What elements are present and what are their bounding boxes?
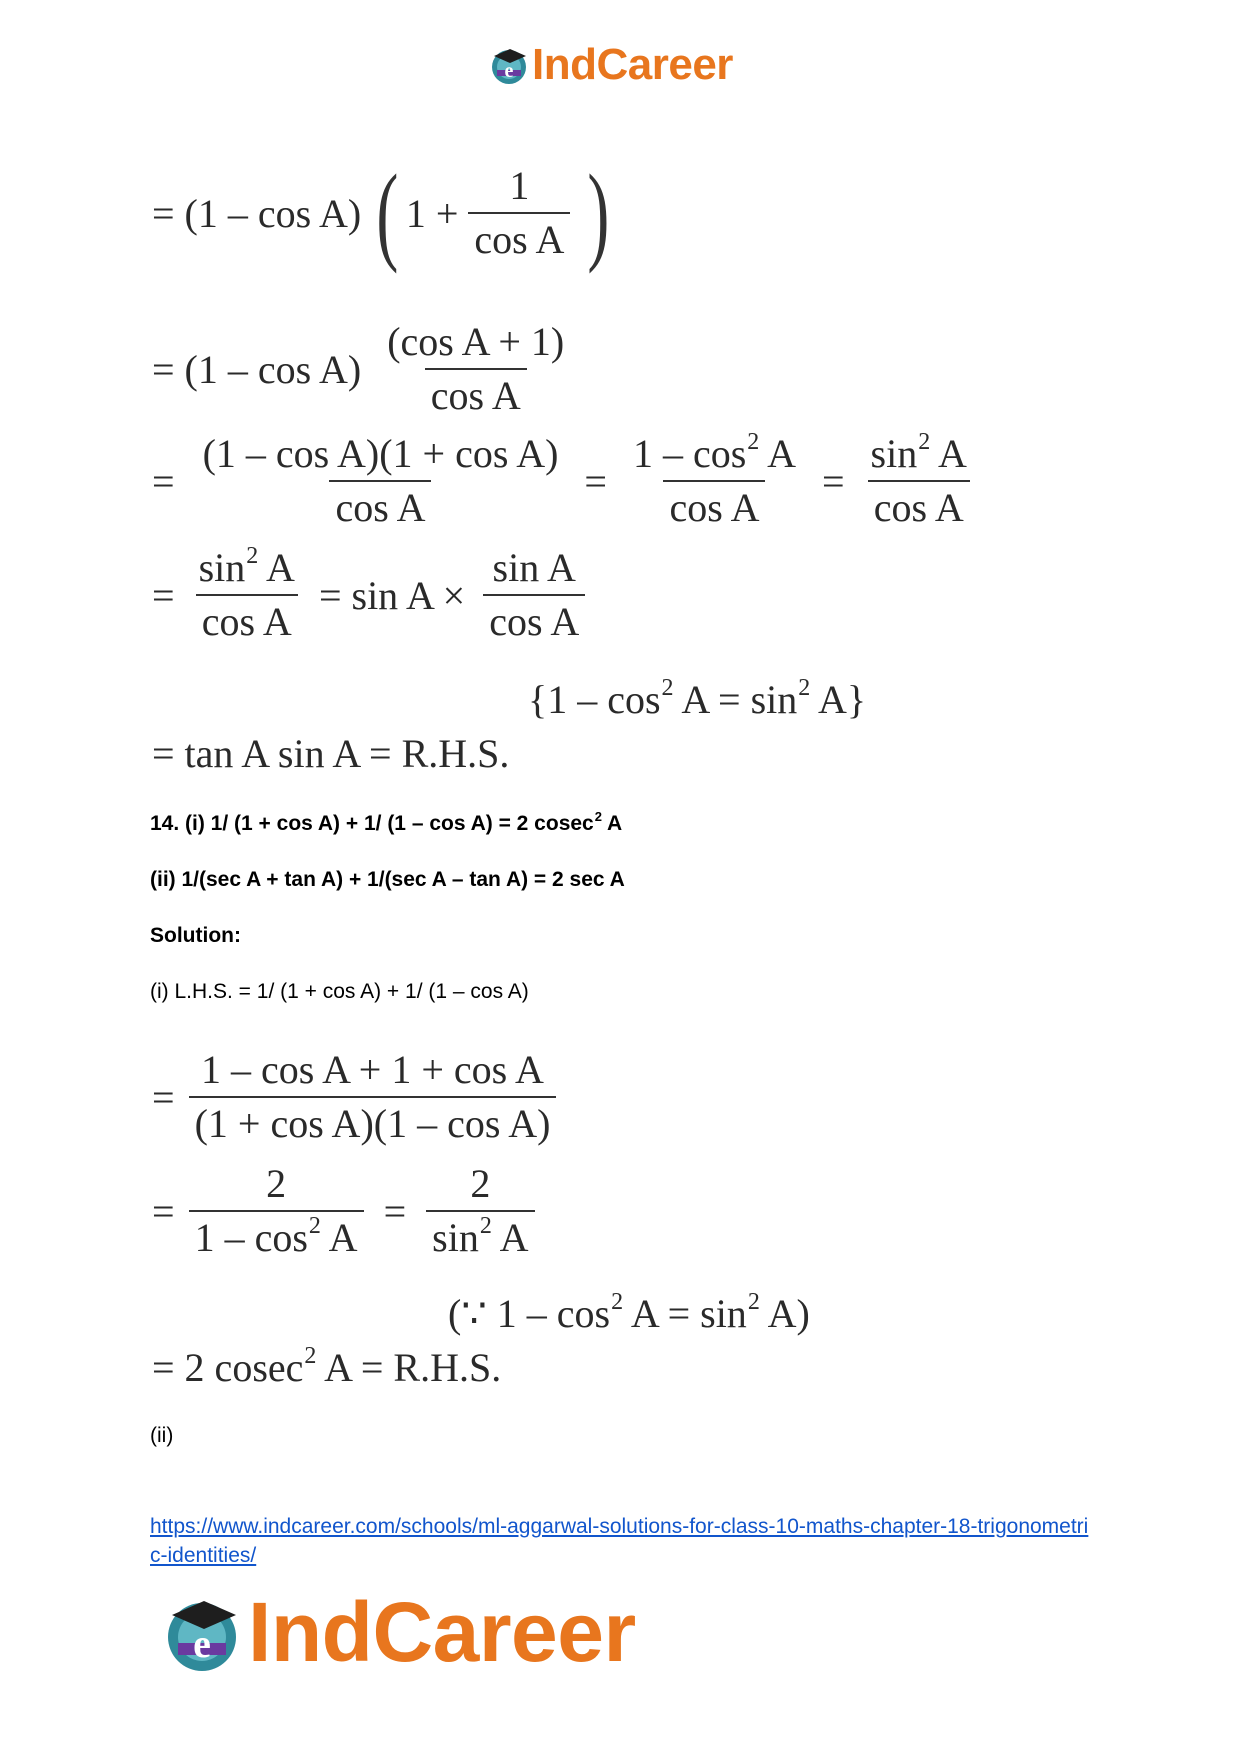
numerator: 2: [470, 1161, 491, 1206]
numerator: 1 – cos A + 1 + cos A: [201, 1047, 544, 1092]
equals-sign: =: [821, 458, 845, 504]
fraction: [627, 429, 802, 530]
svg-text:e: e: [193, 1620, 211, 1666]
equation-step-4: [152, 543, 595, 644]
part-ii-label: (ii): [150, 1424, 174, 1447]
equals-sign: =: [152, 458, 175, 504]
svg-text:e: e: [504, 60, 514, 82]
denominator: cos A: [425, 368, 527, 418]
fraction: [189, 1048, 557, 1146]
expr-one: 1 +: [405, 190, 459, 236]
brand-name: IndCareer: [532, 40, 733, 89]
equals-sign: =: [152, 572, 175, 618]
equals-sign: =: [584, 458, 607, 504]
solution-label: Solution:: [150, 924, 241, 947]
fraction: [468, 164, 570, 262]
numerator: $1 - \cos^2 A$: [632, 429, 796, 476]
equation-step-1: [152, 152, 617, 274]
equation-step-3: [152, 429, 983, 530]
graduation-cap-globe-icon: [488, 44, 530, 86]
fraction: [193, 543, 301, 644]
equals-sign: =: [152, 1074, 175, 1120]
equals-sign: =: [383, 1188, 407, 1234]
denominator: $1 - \cos^2 A$: [189, 1210, 364, 1260]
identity-note-2: (∵ $1 - \cos^2 A = \sin^2 A$): [448, 1289, 810, 1336]
numerator: sin A: [492, 545, 576, 590]
numerator: (cos A + 1): [387, 319, 565, 364]
header-logo: [488, 40, 733, 90]
numerator: 2: [266, 1161, 287, 1206]
question-14-i: 14. (i) 1/ (1 + cos A) + 1/ (1 – cos A) = 2 cosec$^2$ A: [150, 809, 623, 835]
fraction: [381, 320, 570, 418]
equation-2-step-3: = 2 cosec$^2$ A = R.H.S.: [152, 1343, 502, 1390]
equation-2-step-1: [152, 1048, 566, 1146]
question-14-ii: (ii) 1/(sec A + tan A) + 1/(sec A – tan A) = 2 sec A: [150, 868, 625, 891]
equation-2-step-2: [152, 1162, 545, 1260]
right-paren: ): [587, 152, 610, 274]
denominator: cos A: [663, 480, 765, 530]
fraction: [483, 546, 585, 644]
numerator: (1 – cos A)(1 + cos A): [202, 431, 559, 476]
left-paren: (: [376, 152, 399, 274]
graduation-cap-globe-icon: [160, 1591, 244, 1675]
footer-logo: [160, 1585, 636, 1680]
expr-prefix: = (1 – cos A): [152, 346, 362, 392]
numerator: $\sin^2 A$: [198, 543, 295, 590]
fraction: [426, 1162, 534, 1260]
equation-step-2: [152, 320, 580, 418]
lhs-line: (i) L.H.S. = 1/ (1 + cos A) + 1/ (1 – cos A): [150, 980, 529, 1003]
denominator: cos A: [468, 212, 570, 262]
denominator: $\sin^2 A$: [426, 1210, 534, 1260]
expr-mid: = sin A ×: [318, 572, 466, 618]
equals-sign: =: [152, 1188, 175, 1234]
source-link[interactable]: https://www.indcareer.com/schools/ml-aggarwal-solutions-for-class-10-maths-chapter-18-trigonometric-identities/: [150, 1515, 1089, 1567]
denominator: cos A: [868, 480, 970, 530]
numerator: 1: [509, 163, 530, 208]
denominator: (1 + cos A)(1 – cos A): [189, 1096, 557, 1146]
expr-prefix: = (1 – cos A): [152, 190, 362, 236]
fraction: [197, 432, 565, 530]
equation-step-5: = tan A sin A = R.H.S.: [152, 731, 510, 776]
numerator: $\sin^2 A$: [870, 429, 967, 476]
fraction: [189, 1162, 364, 1260]
denominator: cos A: [483, 594, 585, 644]
denominator: cos A: [329, 480, 431, 530]
fraction: [865, 429, 973, 530]
identity-note: $\{1 - \cos^2 A = \sin^2 A\}$: [528, 675, 867, 722]
denominator: cos A: [196, 594, 298, 644]
brand-name: IndCareer: [248, 1585, 636, 1679]
